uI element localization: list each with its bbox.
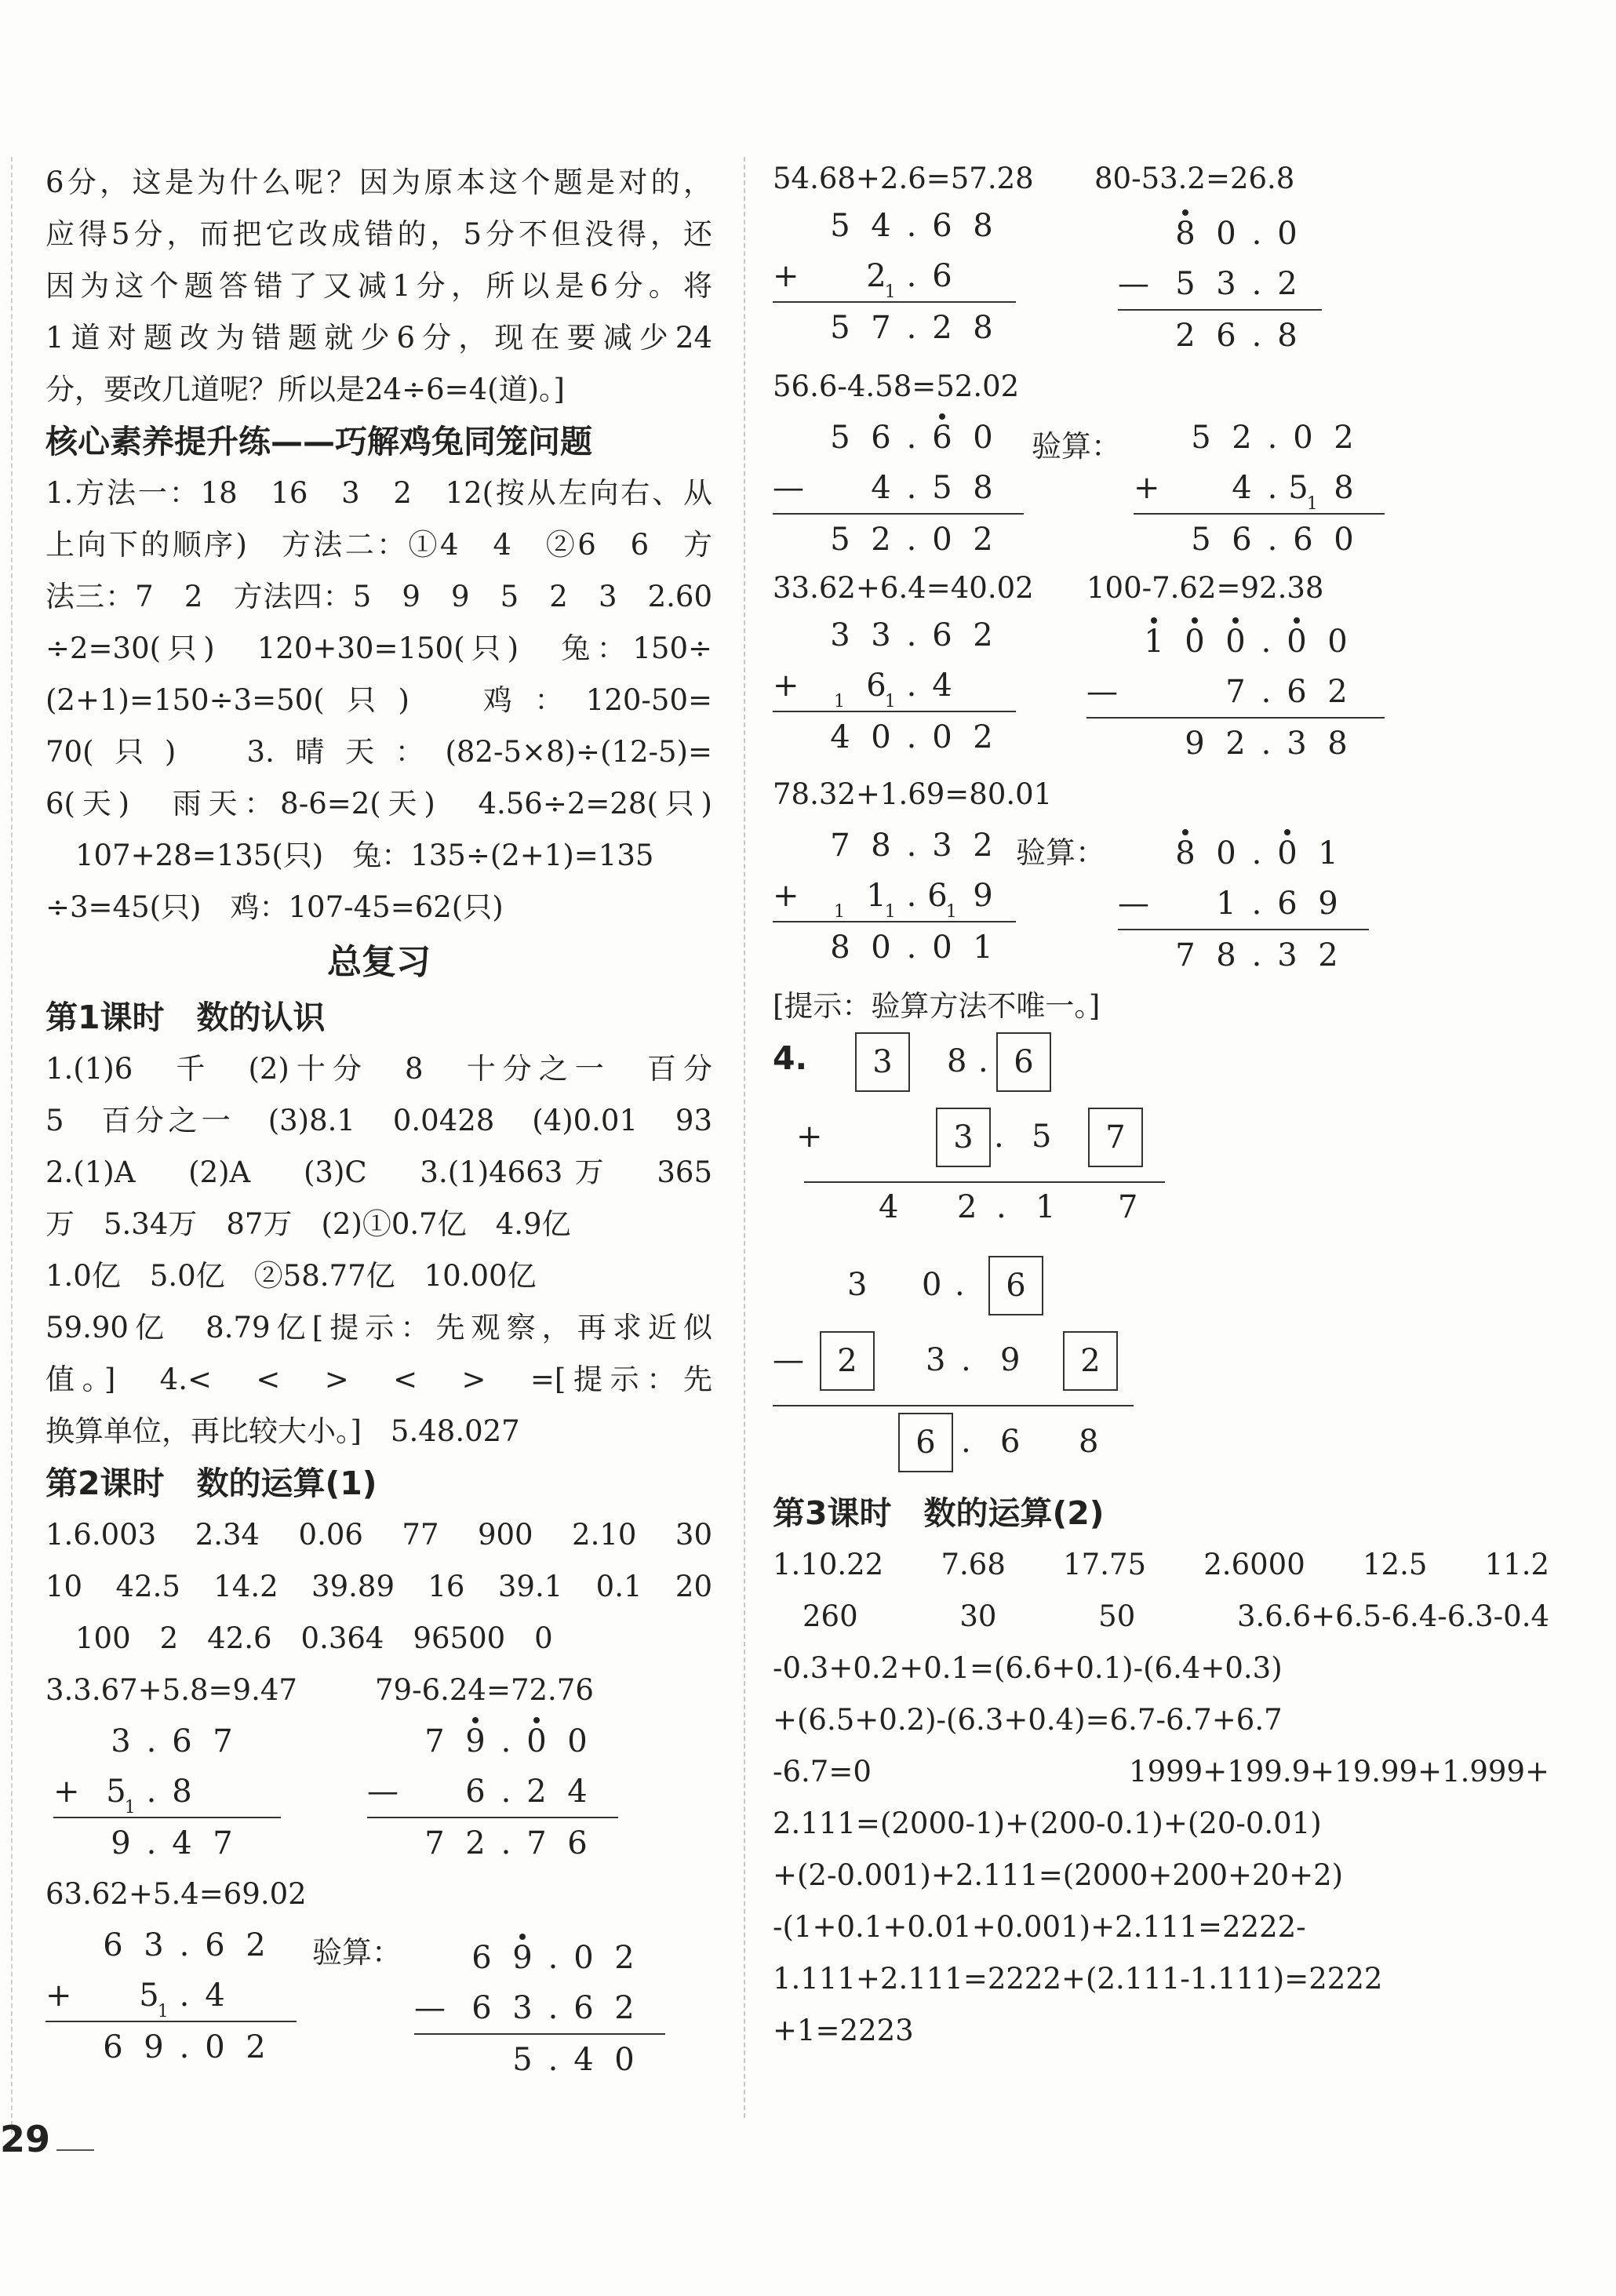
vertical-calc-row [45, 1920, 712, 2085]
equation-row [773, 157, 1549, 201]
text-line: 分，要改几道呢？所以是24÷6=4(道)。] [45, 373, 565, 406]
review-title: 总复习 [327, 942, 431, 982]
text-line: 1.0亿 5.0亿 ②58.77亿 10.00亿 [45, 1259, 537, 1293]
equation: 78.32+1.69=80.01 [773, 777, 1053, 811]
text-line: +(2-0.001)+2.111=(2000+200+20+2) [773, 1858, 1344, 1892]
text-line: 上向下的顺序) 方法二：①4 4 ②6 6 方 [45, 528, 712, 562]
right-column [773, 157, 1549, 2057]
text-line: 6(天) 雨天：8-6=2(天) 4.56÷2=28(只) [45, 787, 712, 821]
vertical-calc-add: 3 3 . 6 2 + $_1$ $6_1$ . 4 4 0 . 0 2 [773, 610, 1086, 769]
verify-label: 验算： [312, 1935, 402, 1970]
equation: 33.62+6.4=40.02 [773, 571, 1034, 605]
vertical-calc-row [773, 201, 1549, 361]
page-number: 29 [0, 2118, 51, 2160]
lesson-title: 第2课时 数的运算(1) [45, 1465, 377, 1502]
left-column [45, 157, 712, 2085]
text-line: ÷3=45(只) 鸡：107-45=62(只) [45, 890, 504, 924]
text-line: 100 2 42.6 0.364 96500 0 [75, 1621, 553, 1655]
vertical-calc-verify: 6 9 . 0 2 — 6 3 . 6 2 5 . 4 0 [414, 1933, 665, 2085]
text-line: -6.7=0 1999+199.9+19.99+1.999+ [773, 1755, 1549, 1788]
text-line: 1道对题改为错题就少6分，现在要减少24 [45, 321, 712, 355]
vertical-calc-sub: 7 9 . 0 0 — 6 . 2 4 7 2 . 7 6 [367, 1716, 618, 1868]
text-line: 万 5.34万 87万 (2)①0.7亿 4.9亿 [45, 1207, 571, 1241]
vertical-calc-add: 6 3 . 6 2 + $5_1$ . 4 6 9 . 0 2 [45, 1920, 281, 2072]
text-line: 5 百分之一 (3)8.1 0.0428 (4)0.01 93 [45, 1104, 712, 1137]
vertical-calc-row [773, 610, 1549, 769]
vertical-calc-row [773, 413, 1549, 565]
text-line: 107+28=135(只) 兔：135÷(2+1)=135 [75, 839, 654, 872]
vertical-calc-sub: 1 0 0 . 0 0 — 7 . 6 2 9 2 . 3 8 [1086, 617, 1385, 769]
text-line: 1.111+2.111=2222+(2.111-1.111)=2222 [773, 1962, 1383, 1996]
text-line: 1.6.003 2.34 0.06 77 900 2.10 30 [45, 1518, 712, 1552]
lesson-title: 第1课时 数的认识 [45, 999, 326, 1036]
text-line: +1=2223 [773, 2014, 914, 2047]
margin-rule [11, 157, 13, 2134]
equation: 56.6-4.58=52.02 [773, 369, 1020, 403]
hint-text: [提示：验算方法不唯一。] [773, 989, 1101, 1023]
text-line: 1.10.22 7.68 17.75 2.6000 12.5 11.2 [773, 1548, 1549, 1581]
text-line: 10 42.5 14.2 39.89 16 39.1 0.1 20 [45, 1570, 712, 1603]
vertical-calc-add: 5 4 . 6 8 + $2_1$ . 6 5 7 . 2 8 [773, 201, 1118, 361]
verify-label: 验算： [1032, 429, 1122, 464]
text-line: 法三：7 2 方法四：5 9 9 5 2 3 2.60 [45, 580, 712, 613]
text-line: 2.(1)A (2)A (3)C 3.(1)4663万 365 [45, 1155, 712, 1189]
text-line: 2.111=(2000-1)+(200-0.1)+(20-0.01) [773, 1807, 1322, 1840]
column-divider [744, 157, 745, 2118]
vertical-calc-sub: 8 0 . 0 — 5 3 . 2 2 6 . 8 [1118, 209, 1322, 361]
q4-block: 4. 3 8 . 6 + 3 . 5 7 4 2 . 1 7 3 0 . 6 — 2 3 . 9 2 6 . 6 8 [773, 1032, 1549, 1487]
text-line: 1.(1)6 千 (2)十分 8 十分之一 百分 [45, 1052, 712, 1086]
text-line: +(6.5+0.2)-(6.3+0.4)=6.7-6.7+6.7 [773, 1703, 1283, 1737]
verify-label: 验算： [1016, 835, 1106, 870]
text-line: 应得5分，而把它改成错的，5分不但没得，还 [45, 217, 712, 251]
equation-row [45, 1665, 712, 1716]
text-line: 59.90亿 8.79亿[提示：先观察，再求近似 [45, 1311, 712, 1344]
equation-row [773, 566, 1549, 610]
text-line: 260 30 50 3.6.6+6.5-6.4-6.3-0.4 [803, 1599, 1549, 1633]
equation: 100-7.62=92.38 [1086, 571, 1324, 605]
section-title: 核心素养提升练——巧解鸡兔同笼问题 [45, 423, 592, 460]
text-line: -0.3+0.2+0.1=(6.6+0.1)-(6.4+0.3) [773, 1651, 1283, 1685]
text-line: 值。] 4.< < > < > =[提示：先 [45, 1363, 712, 1396]
text-line: 因为这个题答错了又减1分，所以是6分。将 [45, 269, 712, 303]
vertical-calc-verify: 8 0 . 0 1 — 1 . 6 9 7 8 . 3 2 [1118, 828, 1369, 981]
text-line: 70(只) 3.晴天：(82-5×8)÷(12-5)= [45, 735, 712, 769]
equation: 79-6.24=72.76 [375, 1673, 594, 1707]
text-line: 换算单位，再比较大小。] 5.48.027 [45, 1414, 520, 1448]
q4-label: 4. [773, 1039, 808, 1077]
text-line: ÷2=30(只) 120+30=150(只) 兔：150÷ [45, 631, 712, 665]
vertical-calc-add: 7 8 . 3 2 + $_1$ $1_1$ . $6_1$ 9 8 0 . 0 1 [773, 821, 1016, 973]
vertical-calc-verify: 5 2 . 0 2 + 4 . $5_1$ 8 5 6 . 6 0 [1134, 413, 1385, 565]
equation: 54.68+2.6=57.28 [773, 162, 1034, 195]
vertical-calc-sub: 5 6 . 6 0 — 4 . 5 8 5 2 . 0 2 [773, 413, 1016, 565]
text-line: 6分，这是为什么呢？因为原本这个题是对的， [45, 166, 712, 199]
text-line: (2+1)=150÷3=50(只) 鸡：120-50= [45, 683, 712, 717]
vertical-calc-row [773, 821, 1549, 981]
equation: 63.62+5.4=69.02 [45, 1877, 307, 1911]
page-number-rule [56, 2149, 94, 2151]
text-line: -(1+0.1+0.01+0.001)+2.111=2222- [773, 1910, 1306, 1944]
text-line: 1.方法一：18 16 3 2 12(按从左向右、从 [45, 476, 712, 510]
equation: 3.3.67+5.8=9.47 [45, 1673, 297, 1707]
vertical-calc-add: 3 . 6 7 + $5_1$ . 8 9 . 4 7 [45, 1716, 367, 1868]
lesson-title: 第3课时 数的运算(2) [773, 1494, 1105, 1532]
vertical-calc-row [45, 1716, 712, 1868]
equation: 80-53.2=26.8 [1094, 162, 1295, 195]
